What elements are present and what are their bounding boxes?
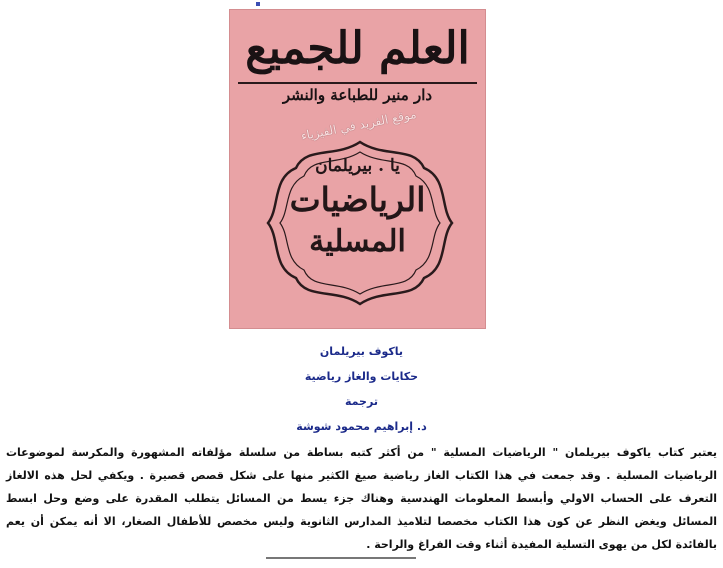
- translation-label: ترجمة: [345, 395, 378, 408]
- bottom-divider: [266, 557, 416, 559]
- cover-watermark: موقع الفريد في الفيزياء: [299, 106, 418, 144]
- translator-name: د. إبراهيم محمود شوشة: [296, 420, 427, 433]
- book-description: يعتبر كتاب ياكوف بيريلمان " الرياضيات المسلية " من أكثر كتبه بساطة من سلسلة مؤلفاته المشهورة والمكرسة لموضوعات الرياضيات المسلية . وقد جمعت في هذا الكتاب الغاز رياضية صيغ الكثير منها على شكل قصص قصيرة . ويكفي لحل هذه الالغاز التعرف على الحساب الاولي وأبسط المعلومات الهندسية وهناك جزء يسط من المسائل يتطلب المقدرة على وضع وحل ابسط المسائل ويغض النظر عن كون هذا الكتاب مخصصا لتلاميذ المدارس الثانوية وليس مخصص للأطفال الصغار، الا أنه يمكن أن يعم بالفائدة لكل من يهوى التسلية المفيدة أثناء وقت الفراغ والراحة .: [6, 446, 717, 551]
- cover-title-line2: المسلية: [309, 224, 406, 259]
- book-author: ياكوف بيريلمان: [319, 345, 404, 358]
- top-marker: [256, 2, 260, 6]
- cover-publisher: دار منير للطباعة والنشر: [282, 86, 433, 104]
- cover-author: يا . بيريلمان: [315, 156, 400, 176]
- cover-divider: [238, 82, 477, 84]
- book-cover-image: [229, 9, 486, 329]
- cover-title-line1: الرياضيات: [289, 180, 426, 219]
- cover-series-title: العلم للجميع: [245, 23, 470, 74]
- book-subtitle: حكايات والغاز رياضية: [304, 370, 419, 383]
